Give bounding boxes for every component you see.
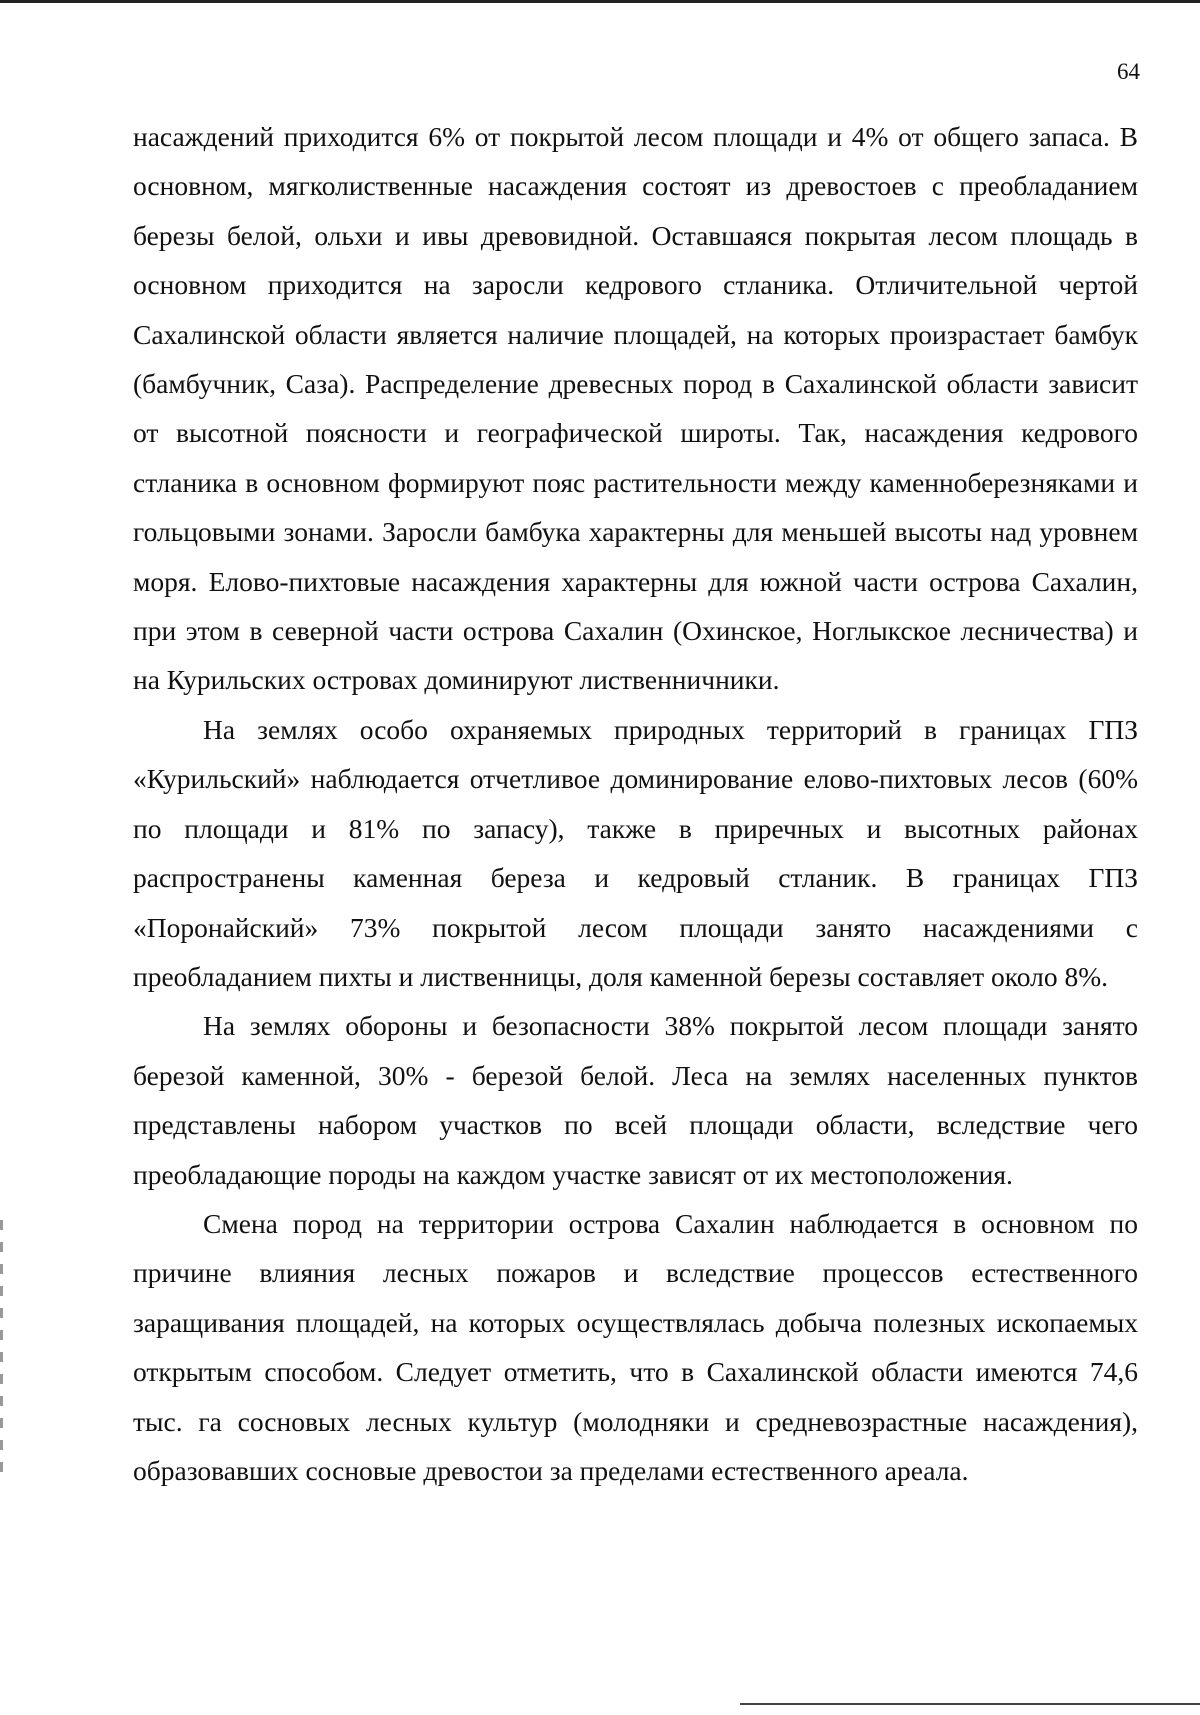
- scan-top-border: [0, 0, 1200, 3]
- page-number: 64: [1117, 59, 1140, 84]
- paragraph-3: На землях обороны и безопасности 38% покрытой лесом площади занято березой каменной, 30% - березой белой. Леса на землях населенных пунктов представлены набором участков по всей площади области, вследствие чего преобладающие породы на каждом участке зависят от их местоположения.: [133, 1010, 1138, 1190]
- paragraph-4: Смена пород на территории острова Сахалин наблюдается в основном по причине влияния лесных пожаров и вследствие процессов естественного заращивания площадей, на которых осуществлялась добыча полезных ископаемых открытым способом. Следует отметить, что в Сахалинской области имеются 74,6 тыс. га сосновых лесных культур (молодняки и средневозрастные насаждения), образовавших сосновые древостои за пределами естественного ареала.: [133, 1207, 1138, 1486]
- document-body: [133, 112, 1138, 1495]
- paragraph-1: насаждений приходится 6% от покрытой лесом площади и 4% от общего запаса. В основном, мягколиственные насаждения состоят из древостоев с преобладанием березы белой, ольхи и ивы древовидной. Оставшаяся покрытая лесом площадь в основном приходится на заросли кедрового стланика. Отличительной чертой Сахалинской области является наличие площадей, на которых произрастает бамбук (бамбучник, Саза). Распределение древесных пород в Сахалинской области зависит от высотной поясности и географической широты. Так, насаждения кедрового стланика в основном формируют пояс растительности между каменноберезняками и гольцовыми зонами. Заросли бамбука характерны для меньшей высоты над уровнем моря. Елово-пихтовые насаждения характерны для южной части острова Сахалин, при этом в северной части острова Сахалин (Охинское, Ноглыкское лесничества) и на Курильских островах доминируют лиственничники.: [133, 121, 1138, 696]
- scan-bottom-border: [740, 1703, 1200, 1705]
- paragraph-2: На землях особо охраняемых природных территорий в границах ГПЗ «Курильский» наблюдается отчетливое доминирование елово-пихтовых лесов (60% по площади и 81% по запасу), также в приречных и высотных районах распространены каменная береза и кедровый стланик. В границах ГПЗ «Поронайский» 73% покрытой лесом площади занято насаждениями с преобладанием пихты и лиственницы, доля каменной березы составляет около 8%.: [133, 713, 1138, 992]
- scan-left-edge-marks: [0, 1220, 3, 1480]
